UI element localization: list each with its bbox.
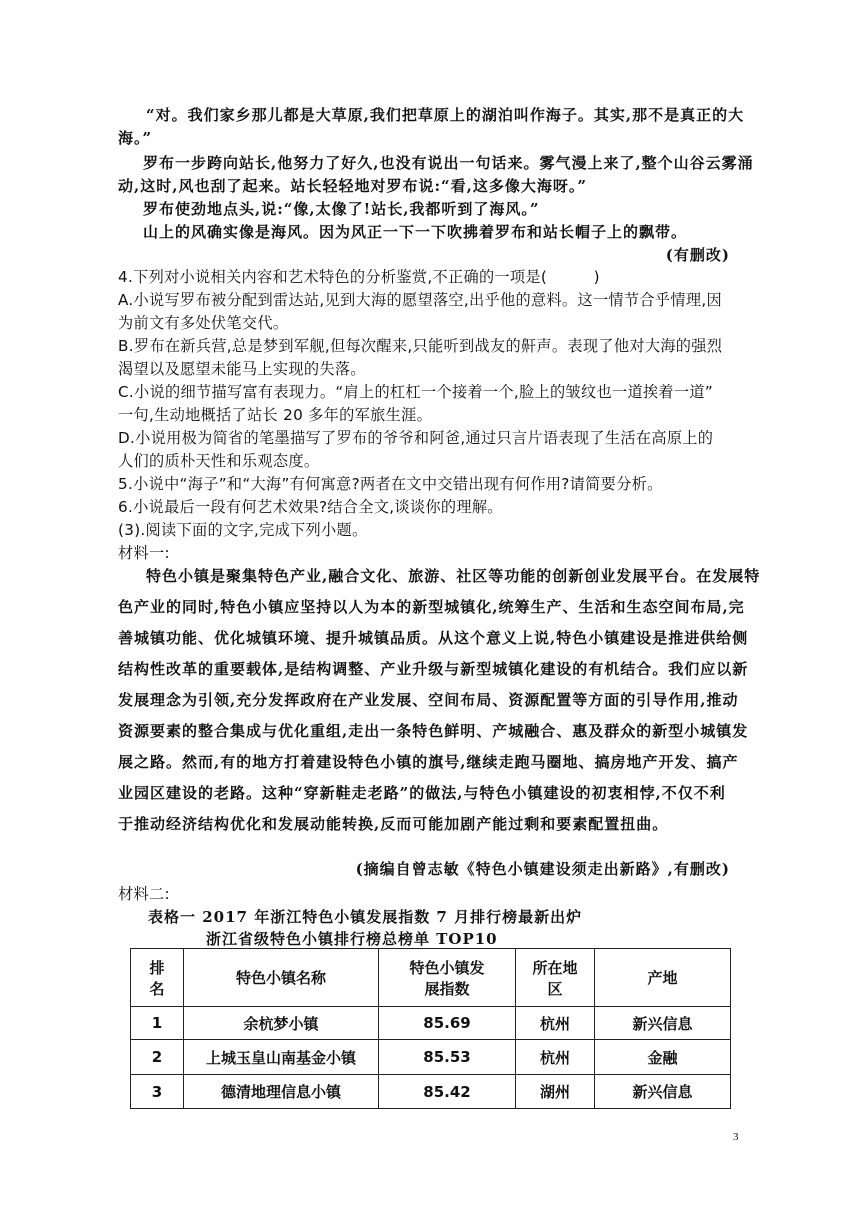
header-text: 展指数 <box>424 979 470 998</box>
story-line: 山上的风确实像是海风。因为风正一下一下吹拂着罗布和站长帽子上的飘带。 <box>143 223 688 241</box>
ranking-table <box>130 948 731 1109</box>
story-line: 罗布一步跨向站长,他努力了好久,也没有说出一句话来。雾气漫上来了,整个山谷云雾涌 <box>143 154 754 172</box>
option-d-line: D.小说用极为简省的笔墨描写了罗布的爷爷和阿爸,通过只言片语表现了生活在高原上的 <box>118 429 714 447</box>
table-row <box>131 1075 731 1109</box>
option-c-line: C.小说的细节描写富有表现力。“肩上的杠杠一个接着一个,脸上的皱纹也一道挨着一道” <box>118 383 714 401</box>
material-1-line: 特色小镇是聚集特色产业,融合文化、旅游、社区等功能的创新创业发展平台。在发展特 <box>146 567 761 585</box>
header-text: 名 <box>149 979 165 998</box>
story-line: 罗布使劲地点头,说:“像,太像了!站长,我都听到了海风。” <box>143 200 540 218</box>
option-b-line: 渴望以及愿望未能马上实现的失落。 <box>118 360 366 378</box>
table-row <box>131 1040 731 1075</box>
header-name: 特色小镇名称 <box>184 949 379 1007</box>
cell-rank: 2 <box>131 1040 184 1075</box>
cell-index: 85.53 <box>379 1040 516 1075</box>
table-header-row <box>131 949 731 1007</box>
table-caption: 表格一 2017 年浙江特色小镇发展指数 7 月排行榜最新出炉 <box>148 908 583 926</box>
option-a-line: A.小说写罗布被分配到雷达站,见到大海的愿望落空,出乎他的意料。这一情节合乎情理,因 <box>118 291 722 309</box>
material-1-line: 发展理念为引领,充分发挥政府在产业发展、空间布局、资源配置等方面的引导作用,推动 <box>118 691 739 709</box>
cell-name: 德清地理信息小镇 <box>184 1075 379 1109</box>
cell-index: 85.42 <box>379 1075 516 1109</box>
cell-name: 余杭梦小镇 <box>184 1007 379 1040</box>
cell-industry: 新兴信息 <box>595 1007 731 1040</box>
material-1-line: 业园区建设的老路。这种“穿新鞋走老路”的做法,与特色小镇建设的初衷相悖,不仅不利 <box>118 784 726 802</box>
material-1-line: 资源要素的整合集成与优化重组,走出一条特色鲜明、产城融合、惠及群众的新型小城镇发 <box>118 722 749 740</box>
story-line: “对。我们家乡那儿都是大草原,我们把草原上的湖泊叫作海子。其实,那不是真正的大 <box>146 106 745 124</box>
cell-index: 85.69 <box>379 1007 516 1040</box>
material-1-line: 于推动经济结构优化和发展动能转换,反而可能加剧产能过剩和要素配置扭曲。 <box>118 815 669 833</box>
header-text: 区 <box>547 979 563 998</box>
cell-region: 杭州 <box>516 1040 595 1075</box>
header-text: 所在地 <box>532 958 578 977</box>
table-subcaption: 浙江省级特色小镇排行榜总榜单 TOP10 <box>206 930 498 948</box>
option-b-line: B.罗布在新兵营,总是梦到军舰,但每次醒来,只能听到战友的鼾声。表现了他对大海的强烈 <box>118 337 723 355</box>
option-c-line: 一句,生动地概括了站长 20 多年的军旅生涯。 <box>118 406 433 424</box>
material-1-line: 结构性改革的重要载体,是结构调整、产业升级与新型城镇化建设的有机结合。我们应以新 <box>118 660 749 678</box>
header-region <box>516 949 595 1007</box>
header-rank <box>131 949 184 1007</box>
cell-rank: 1 <box>131 1007 184 1040</box>
material-1-heading: 材料一: <box>118 544 170 562</box>
material-1-line: 色产业的同时,特色小镇应坚持以人为本的新型城镇化,统筹生产、生活和生态空间布局,完 <box>118 598 745 616</box>
option-a-line: 为前文有多处伏笔交代。 <box>118 314 289 332</box>
material-1-source: (摘编自曾志敏《特色小镇建设须走出新路》,有删改) <box>355 860 730 878</box>
story-line: 海。” <box>118 129 153 147</box>
table-row <box>131 1007 731 1040</box>
question-5: 5.小说中“海子”和“大海”有何寓意?两者在文中交错出现有何作用?请简要分析。 <box>118 475 663 493</box>
story-source-note: (有删改) <box>665 246 730 264</box>
header-text: 特色小镇发 <box>409 958 485 977</box>
story-line: 动,这时,风也刮了起来。站长轻轻地对罗布说:“看,这多像大海呀。” <box>118 177 587 195</box>
question-6: 6.小说最后一段有何艺术效果?结合全文,谈谈你的理解。 <box>118 498 503 516</box>
question-4: 4.下列对小说相关内容和艺术特色的分析鉴赏,不正确的一项是( ) <box>118 268 600 286</box>
section-3-heading: (3).阅读下面的文字,完成下列小题。 <box>118 521 368 539</box>
cell-region: 湖州 <box>516 1075 595 1109</box>
page-number: 3 <box>733 1131 739 1143</box>
material-2-heading: 材料二: <box>118 885 170 903</box>
header-index <box>379 949 516 1007</box>
option-d-line: 人们的质朴天性和乐观态度。 <box>118 452 320 470</box>
header-industry: 产地 <box>595 949 731 1007</box>
cell-industry: 新兴信息 <box>595 1075 731 1109</box>
header-text: 排 <box>149 958 165 977</box>
cell-region: 杭州 <box>516 1007 595 1040</box>
material-1-line: 展之路。然而,有的地方打着建设特色小镇的旗号,继续走跑马圈地、搞房地产开发、搞产 <box>118 753 739 771</box>
cell-rank: 3 <box>131 1075 184 1109</box>
cell-industry: 金融 <box>595 1040 731 1075</box>
material-1-line: 善城镇功能、优化城镇环境、提升城镇品质。从这个意义上说,特色小镇建设是推进供给侧 <box>118 629 749 647</box>
cell-name: 上城玉皇山南基金小镇 <box>184 1040 379 1075</box>
